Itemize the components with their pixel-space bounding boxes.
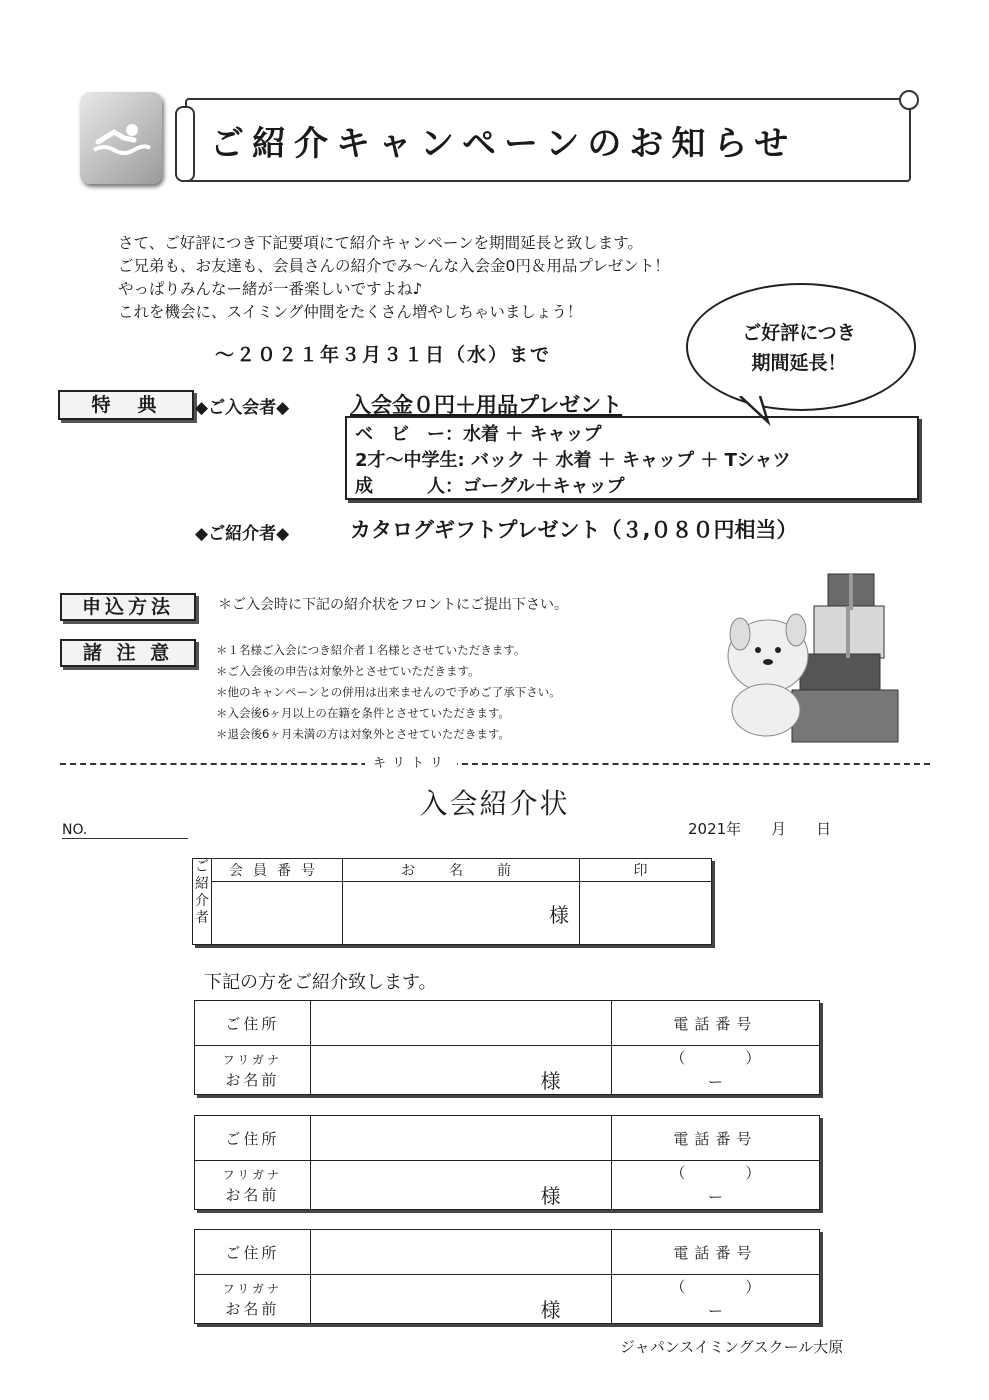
perk-who: 2才〜中学生 — [355, 450, 458, 471]
intro-text — [118, 232, 670, 324]
swimmer-icon — [80, 92, 162, 184]
intro-line: さて、ご好評につき下記要項にて紹介キャンペーンを期間延長と致します。 — [118, 234, 643, 252]
note-item: ＊退会後6ヶ月未満の方は対象外とさせていただきます。 — [216, 727, 510, 741]
perk-items: ：ゴーグル＋キャップ — [445, 476, 625, 497]
scroll-curl-left — [175, 106, 195, 182]
sama-label: 様 — [540, 1298, 561, 1322]
scroll-curl-right — [899, 90, 919, 110]
referrer-side-label: ご紹介者 — [193, 859, 212, 945]
phone-field[interactable] — [611, 1275, 819, 1324]
name-field[interactable] — [310, 1161, 611, 1210]
phone-paren: （ ） — [670, 1278, 761, 1296]
furigana-label: フリガナ — [222, 1052, 283, 1067]
phone-dash: ー — [707, 1188, 723, 1206]
referrer-label: ◆ご紹介者◆ — [195, 524, 290, 544]
referral-intro: 下記の方をご紹介致します。 — [204, 972, 437, 993]
referrer-name-field[interactable] — [343, 882, 580, 945]
method-label: 申込方法 — [60, 593, 196, 621]
referee-table-2 — [194, 1115, 820, 1210]
name-field[interactable] — [310, 1275, 611, 1324]
address-row — [195, 1116, 820, 1161]
sama-label: 様 — [549, 902, 569, 927]
intro-line: ご兄弟も、お友達も、会員さんの紹介でみ〜んな入会金0円＆用品プレゼント！ — [118, 257, 670, 275]
referrer-table — [192, 858, 712, 945]
phone-dash: ー — [707, 1073, 723, 1091]
phone-paren: （ ） — [670, 1164, 761, 1182]
perk-row — [355, 446, 791, 472]
note-item: ＊１名様ご入会につき紹介者１名様とさせていただきます。 — [216, 643, 526, 657]
name-field[interactable] — [310, 1046, 611, 1095]
sama-label: 様 — [540, 1069, 561, 1093]
cut-label: キリトリ — [365, 752, 457, 771]
school-name: ジャパンスイミングスクール大原 — [620, 1338, 844, 1356]
perk-who: ベ ビ ー — [355, 424, 445, 445]
date-field[interactable]: 2021年 月 日 — [688, 820, 832, 838]
note-item: ＊他のキャンペーンとの併用は出来ませんので予めご了承下さい。 — [216, 685, 561, 699]
address-label: ご住所 — [195, 1001, 311, 1046]
furigana-label: フリガナ — [222, 1167, 283, 1182]
new-member-benefit: 入会金０円＋用品プレゼント — [350, 393, 623, 417]
phone-field[interactable] — [611, 1161, 819, 1210]
referee-table-3 — [194, 1229, 820, 1324]
deadline: 〜２０２１年３月３１日（水）まで — [215, 344, 552, 366]
name-header: お 名 前 — [343, 859, 580, 882]
address-label: ご住所 — [195, 1230, 311, 1275]
bubble-line-1: ご好評につき — [742, 322, 856, 344]
seal-field[interactable] — [580, 882, 712, 945]
note-item: ＊入会後6ヶ月以上の在籍を条件とさせていただきます。 — [216, 706, 510, 720]
member-number-field[interactable] — [212, 882, 343, 945]
name-label: お名前 — [225, 1070, 280, 1089]
name-row — [195, 1161, 820, 1210]
page-title: ご紹介キャンペーンのお知らせ — [210, 124, 797, 164]
phone-dash: ー — [707, 1302, 723, 1320]
furigana-label: フリガナ — [222, 1281, 283, 1296]
phone-label: 電話番号 — [611, 1116, 819, 1161]
phone-paren: （ ） — [670, 1049, 761, 1067]
address-field[interactable] — [310, 1116, 611, 1161]
phone-field[interactable] — [611, 1046, 819, 1095]
address-row — [195, 1001, 820, 1046]
name-label-cell — [195, 1275, 311, 1324]
perk-items: ：水着 ＋ キャップ — [445, 424, 602, 445]
phone-label: 電話番号 — [611, 1001, 819, 1046]
name-label: お名前 — [225, 1185, 280, 1204]
notes-label: 諸 注 意 — [60, 639, 196, 667]
number-field[interactable] — [62, 838, 188, 839]
number-label: NO. — [62, 822, 88, 838]
perk-row — [355, 472, 624, 498]
name-row — [195, 1275, 820, 1324]
note-item: ＊ご入会後の申告は対象外とさせていただきます。 — [216, 664, 480, 678]
address-field[interactable] — [310, 1001, 611, 1046]
bubble-line-2: 期間延長！ — [751, 352, 847, 374]
gift-dog-illustration — [688, 564, 908, 744]
intro-line: これを機会に、スイミング仲間をたくさん増やしちゃいましょう！ — [118, 303, 583, 321]
referrer-header-row — [193, 859, 712, 882]
perk-items: : バック ＋ 水着 ＋ キャップ ＋ Tシャツ — [457, 450, 791, 471]
perk-row — [355, 420, 602, 446]
name-label: お名前 — [225, 1299, 280, 1318]
sama-label: 様 — [540, 1184, 561, 1208]
method-note: ＊ご入会時に下記の紹介状をフロントにご提出下さい。 — [218, 597, 568, 613]
notes-list — [216, 640, 561, 745]
name-label-cell — [195, 1046, 311, 1095]
perks-section-label: 特 典 — [58, 390, 194, 420]
member-number-header: 会員番号 — [212, 859, 343, 882]
address-field[interactable] — [310, 1230, 611, 1275]
perk-items-box — [345, 416, 919, 500]
seal-header: 印 — [580, 859, 712, 882]
bubble-text — [686, 318, 912, 378]
new-member-label: ◆ご入会者◆ — [195, 398, 290, 418]
address-label: ご住所 — [195, 1116, 311, 1161]
name-label-cell — [195, 1161, 311, 1210]
referrer-input-row — [193, 882, 712, 945]
address-row — [195, 1230, 820, 1275]
form-title: 入会紹介状 — [419, 787, 570, 820]
name-row — [195, 1046, 820, 1095]
referee-table-1 — [194, 1000, 820, 1095]
logo — [80, 92, 162, 184]
perk-who: 成 人 — [355, 476, 445, 497]
intro-line: やっぱりみんなー緒が一番楽しいですよね♪ — [118, 280, 423, 298]
cut-line — [60, 763, 930, 765]
phone-label: 電話番号 — [611, 1230, 819, 1275]
referrer-benefit: カタログギフトプレゼント（３,０８０円相当） — [350, 518, 798, 542]
